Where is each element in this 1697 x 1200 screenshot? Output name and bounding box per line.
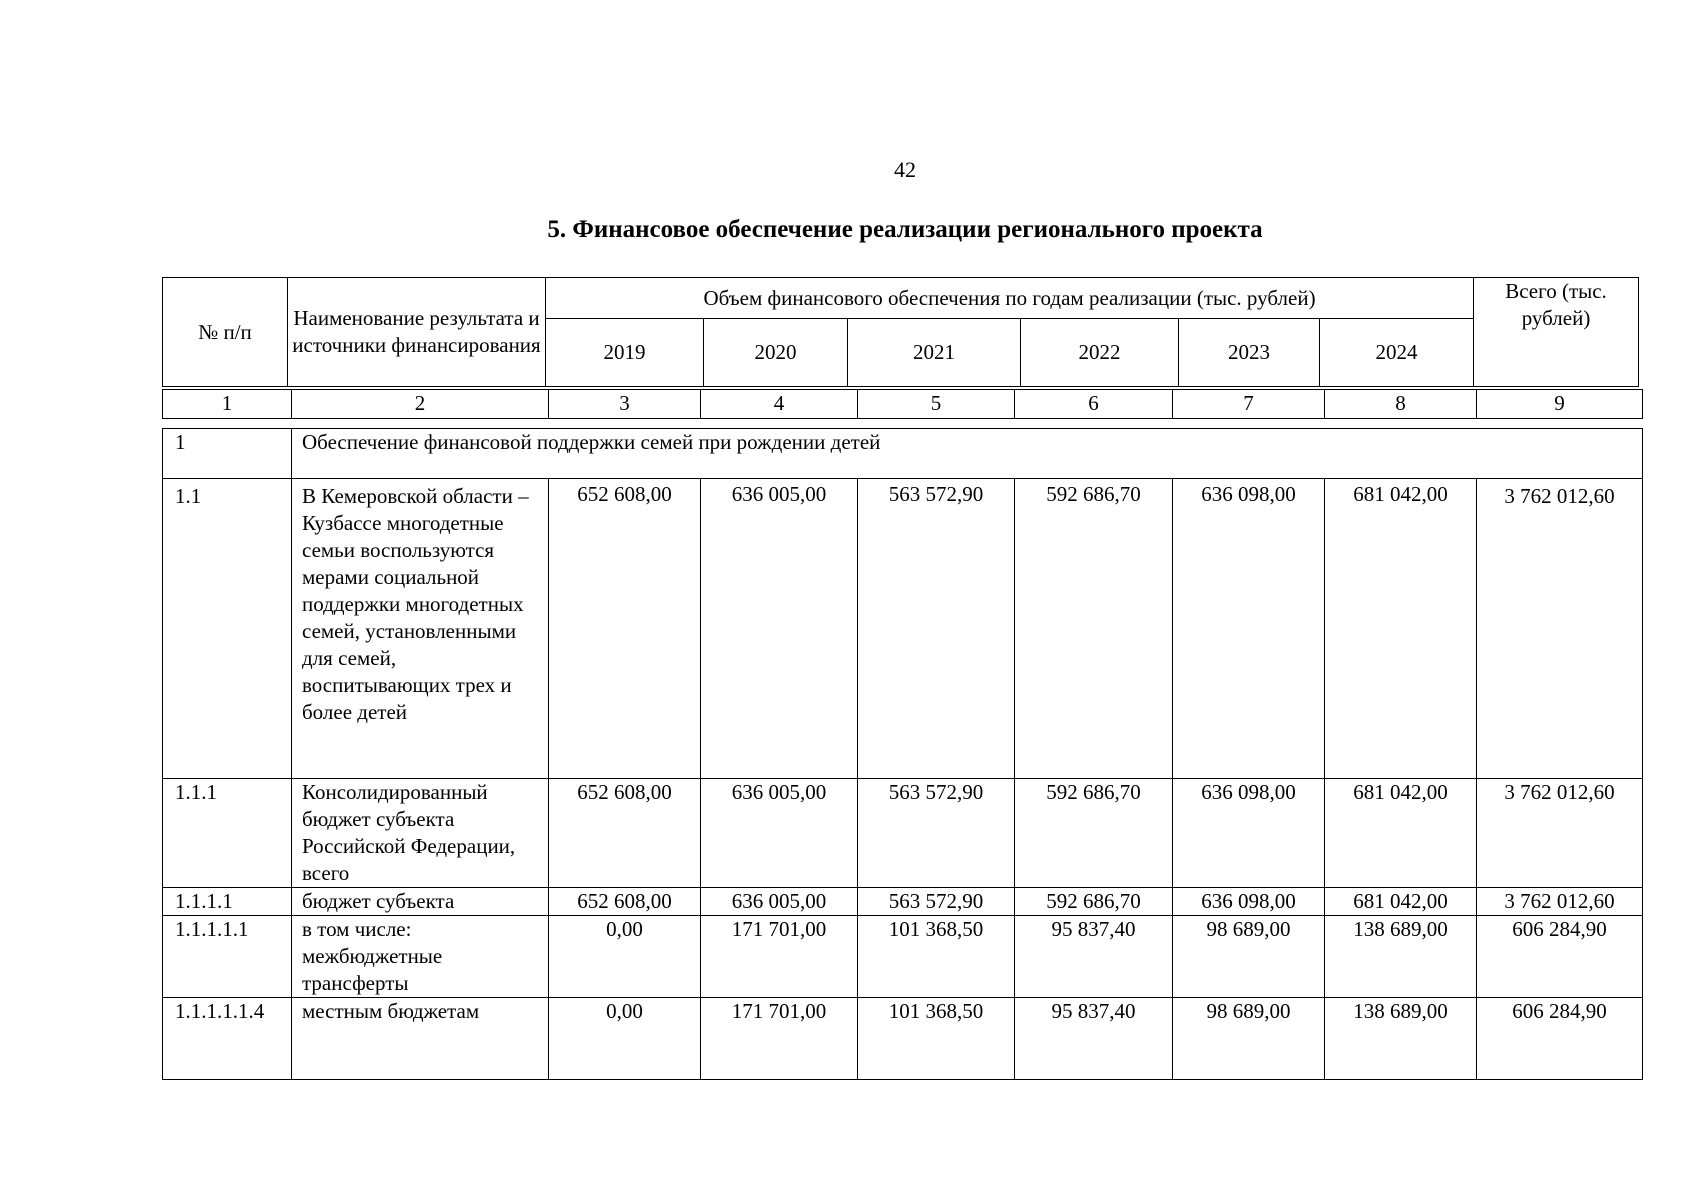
header-year: 2023 [1179, 319, 1320, 387]
column-number: 2 [292, 390, 549, 419]
row-value-2022: 95 837,40 [1015, 916, 1173, 998]
page-number: 42 [894, 157, 916, 182]
column-number-row [162, 389, 1643, 419]
row-code: 1.1.1.1.1.4 [163, 998, 292, 1080]
header-year: 2021 [848, 319, 1021, 387]
row-value-2023: 98 689,00 [1173, 916, 1325, 998]
row-name: Консолидированный бюджет субъекта Российской Федерации, всего [292, 779, 549, 888]
row-value-2021: 101 368,50 [858, 998, 1015, 1080]
row-value-2023: 636 098,00 [1173, 779, 1325, 888]
row-value-2023: 636 098,00 [1173, 888, 1325, 916]
column-number: 1 [163, 390, 292, 419]
row-total: 606 284,90 [1477, 998, 1643, 1080]
row-value-2024: 681 042,00 [1325, 888, 1477, 916]
header-year: 2019 [546, 319, 704, 387]
row-value-2019: 652 608,00 [549, 479, 701, 779]
row-value-2022: 592 686,70 [1015, 479, 1173, 779]
row-value-2020: 636 005,00 [701, 888, 858, 916]
row-name: бюджет субъекта [292, 888, 549, 916]
row-value-2020: 636 005,00 [701, 779, 858, 888]
row-value-2021: 101 368,50 [858, 916, 1015, 998]
row-value-2019: 0,00 [549, 916, 701, 998]
row-total: 606 284,90 [1477, 916, 1643, 998]
row-value-2023: 636 098,00 [1173, 479, 1325, 779]
table-row [163, 916, 1643, 998]
row-value-2020: 636 005,00 [701, 479, 858, 779]
header-year: 2020 [704, 319, 848, 387]
header-year: 2024 [1320, 319, 1474, 387]
row-value-2023: 98 689,00 [1173, 998, 1325, 1080]
row-value-2022: 592 686,70 [1015, 888, 1173, 916]
column-number: 7 [1173, 390, 1325, 419]
table-row [163, 779, 1643, 888]
row-value-2022: 95 837,40 [1015, 998, 1173, 1080]
row-value-2021: 563 572,90 [858, 888, 1015, 916]
section-code: 1 [163, 429, 292, 479]
column-number: 6 [1015, 390, 1173, 419]
table-row [163, 998, 1643, 1080]
section-heading: 5. Финансовое обеспечение реализации регионального проекта [547, 216, 1263, 243]
row-total: 3 762 012,60 [1477, 888, 1643, 916]
header-name: Наименование результата и источники финансирования [288, 278, 546, 387]
row-value-2021: 563 572,90 [858, 479, 1015, 779]
header-year: 2022 [1021, 319, 1179, 387]
column-number: 5 [858, 390, 1015, 419]
row-total: 3 762 012,60 [1477, 779, 1643, 888]
row-code: 1.1 [163, 479, 292, 779]
table-row [163, 479, 1643, 779]
row-total: 3 762 012,60 [1477, 479, 1643, 779]
row-value-2021: 563 572,90 [858, 779, 1015, 888]
row-value-2019: 652 608,00 [549, 888, 701, 916]
financing-table-header [162, 277, 1639, 387]
column-number: 4 [701, 390, 858, 419]
header-number: № п/п [163, 278, 288, 387]
row-code: 1.1.1.1 [163, 888, 292, 916]
column-number: 9 [1477, 390, 1643, 419]
section-title: Обеспечение финансовой поддержки семей при рождении детей [292, 429, 1643, 479]
row-value-2022: 592 686,70 [1015, 779, 1173, 888]
row-name: В Кемеровской области – Кузбассе многодетные семьи воспользуются мерами социальной поддержки многодетных семей, установленными для семей, воспитывающих трех и более детей [292, 479, 549, 779]
row-value-2019: 0,00 [549, 998, 701, 1080]
row-value-2020: 171 701,00 [701, 998, 858, 1080]
header-total: Всего (тыс. рублей) [1474, 278, 1639, 387]
header-volume: Объем финансового обеспечения по годам реализации (тыс. рублей) [546, 278, 1474, 319]
row-name: местным бюджетам [292, 998, 549, 1080]
row-value-2024: 138 689,00 [1325, 916, 1477, 998]
section-row [163, 429, 1643, 479]
row-value-2020: 171 701,00 [701, 916, 858, 998]
financing-table-body [162, 428, 1643, 1080]
column-number: 3 [549, 390, 701, 419]
row-name: в том числе: межбюджетные трансферты [292, 916, 549, 998]
table-row [163, 888, 1643, 916]
column-number: 8 [1325, 390, 1477, 419]
row-code: 1.1.1.1.1 [163, 916, 292, 998]
row-code: 1.1.1 [163, 779, 292, 888]
row-value-2024: 681 042,00 [1325, 779, 1477, 888]
row-value-2024: 681 042,00 [1325, 479, 1477, 779]
row-value-2024: 138 689,00 [1325, 998, 1477, 1080]
row-value-2019: 652 608,00 [549, 779, 701, 888]
